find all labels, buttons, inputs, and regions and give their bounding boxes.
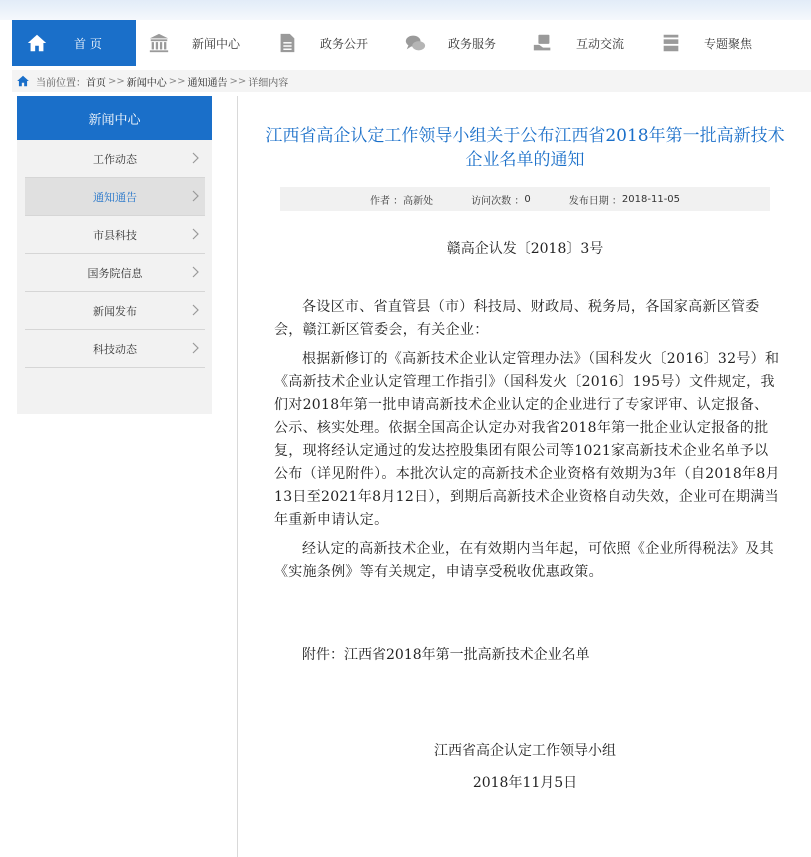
breadcrumb-news[interactable]: 新闻中心 [126,77,167,89]
home-icon [26,32,48,54]
signature-date: 2018年11月5日 [472,775,578,791]
chevron-right-icon [191,304,201,316]
breadcrumb-home[interactable]: 首页 [86,77,106,89]
sidebar-item-state-council[interactable] [25,254,205,292]
stack-icon [660,32,682,54]
paragraph-addressee: 各设区市、省直管县（市）科技局、财政局、税务局，各国家高新区管委会，赣江新区管委会，有关企业： [274,299,760,338]
breadcrumb-prefix: 当前位置： [36,77,86,89]
chevron-right-icon [191,190,201,202]
nav-gov-service[interactable] [392,20,520,66]
nav-topics-label: 专题聚焦 [704,36,753,51]
visits-label: 访问次数 ： [471,195,525,207]
sidebar-item-tech-news[interactable] [25,330,205,368]
breadcrumb-notices[interactable]: 通知通告 [187,77,228,89]
chevron-right-icon [191,342,201,354]
article-title-line2: 企业名单的通知 [465,150,585,170]
article-body [274,296,780,590]
sidebar-item-label: 科技动态 [93,342,137,356]
chevron-right-icon [191,152,201,164]
document-number: 赣高企认发〔2018〕3号 [446,241,604,257]
chevron-right-icon [191,266,201,278]
attachment-link[interactable] [274,644,780,664]
nav-gov-service-label: 政务服务 [448,36,497,51]
document-icon [276,32,298,54]
sidebar-item-label: 市县科技 [93,228,137,242]
article-meta [280,187,770,211]
sidebar-item-label: 工作动态 [93,152,137,166]
article-title-line1: 江西省高企认定工作领导小组关于公布江西省2018年第一批高新技术 [265,126,785,146]
paragraph-tax: 经认定的高新技术企业，在有效期内当年起，可依照《企业所得税法》及其《实施条例》等有关规定，申请享受税收优惠政策。 [274,541,774,580]
nav-topics[interactable] [648,20,788,66]
interaction-icon [532,32,554,54]
nav-home-label: 首 页 [74,36,102,51]
sidebar-item-label: 新闻发布 [93,304,137,318]
nav-home[interactable] [12,20,136,66]
sidebar-item-label: 通知通告 [93,190,137,204]
sidebar [17,96,212,414]
date-value: 2018-11-05 [621,193,681,205]
nav-interaction-label: 互动交流 [576,36,625,51]
chat-icon [404,32,426,54]
article-title [238,124,811,172]
sidebar-item-label: 国务院信息 [87,266,143,280]
sidebar-title: 新闻中心 [17,96,212,140]
home-icon [16,74,30,88]
breadcrumb-sep: >> [168,75,186,87]
nav-news-label: 新闻中心 [192,36,241,51]
breadcrumb-sep: >> [108,75,125,87]
top-banner-strip [0,0,811,20]
nav-gov-open-label: 政务公开 [320,36,369,51]
sidebar-item-notices[interactable] [25,178,205,216]
attachment-text: 附件：江西省2018年第一批高新技术企业名单 [302,647,590,663]
paragraph-main: 根据新修订的《高新技术企业认定管理办法》（国科发火〔2016〕32号）和《高新技术企业认定管理工作指引》（国科发火〔2016〕195号）文件规定，我们对2018年第一批申请高新技术企业认定的企业进行了专家评审、认定报备、公示、核实处理。依据全国高企认定办对我省2018年第一批企业认定报备的批复，现将经认定通过的发达控股集团有限公司等1021家高新技术企业名单予以公布（详见附件）。本批次认定的高新技术企业资格有效期为3年（自2018年8月13日至2021年8月12日），到期后高新技术企业资格自动失效，企业可在期满当年重新申请认定。 [274,351,780,528]
breadcrumb-sep: >> [229,75,247,87]
building-icon [148,32,170,54]
visits-value: 0 [524,193,531,205]
date-label: 发布日期 ： [568,195,622,207]
sidebar-item-county-tech[interactable] [25,216,205,254]
nav-news[interactable] [136,20,264,66]
article-panel [237,96,811,857]
sidebar-menu [17,140,212,368]
chevron-right-icon [191,228,201,240]
nav-gov-open[interactable] [264,20,392,66]
main-nav [12,20,811,66]
author-label: 作者 ： [369,195,404,207]
breadcrumb-current: 详细内容 [248,77,289,89]
author-value: 高新处 [403,195,434,207]
signature-org: 江西省高企认定工作领导小组 [434,743,616,759]
breadcrumb [12,70,811,92]
sidebar-item-work-news[interactable] [25,140,205,178]
sidebar-item-press-release[interactable] [25,292,205,330]
nav-interaction[interactable] [520,20,648,66]
